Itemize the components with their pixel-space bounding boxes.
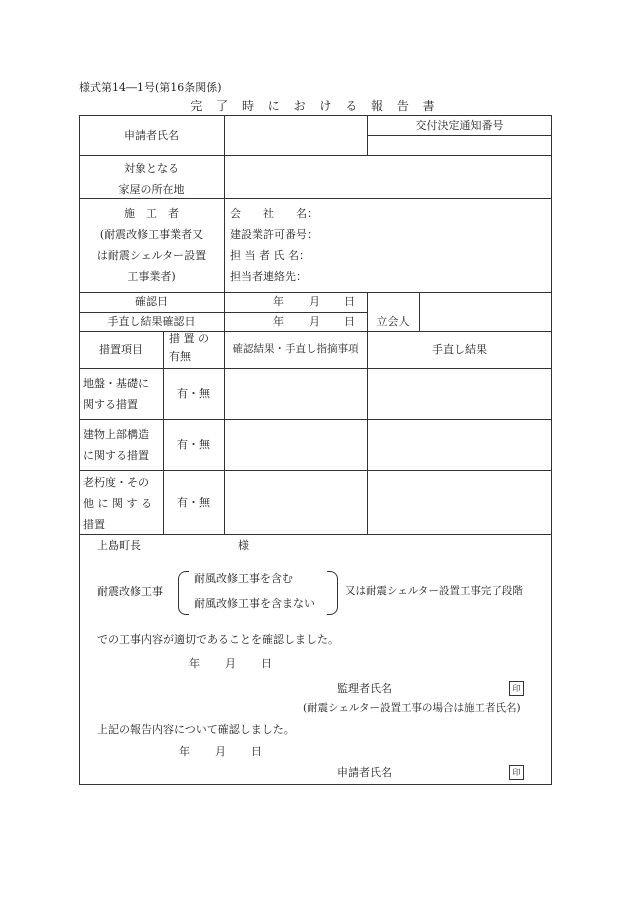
findings-header: 確認結果・手直し指摘事項	[232, 343, 359, 355]
supervisor-name-label: 監理者氏名	[337, 682, 392, 695]
correction-date-month: 月	[309, 315, 320, 328]
confirmation-date-label: 確認日	[135, 295, 168, 308]
contractor-label-line4: 工事業者)	[127, 270, 176, 283]
contractor-label	[79, 203, 224, 287]
rule-h-bottom	[79, 784, 552, 785]
measure-row-3-item-line3: 措置	[83, 518, 105, 531]
confirmation-date-day: 日	[344, 295, 355, 308]
date2-month: 月	[215, 745, 226, 758]
date2-year: 年	[179, 745, 190, 758]
presence-header-line2: 有無	[169, 350, 191, 363]
rule-v-label	[224, 115, 225, 534]
correction-date-day: 日	[344, 315, 355, 328]
shelter-note: (耐震シェルター設置工事の場合は施工者氏名)	[303, 702, 521, 714]
date2-day: 日	[251, 745, 262, 758]
date1-day: 日	[261, 657, 272, 670]
contractor-label-line2: (耐震改修工事業者又	[99, 228, 204, 241]
left-brace	[178, 571, 189, 615]
option-exclude-wind[interactable]: 耐風改修工事を含まない	[194, 597, 315, 610]
right-brace	[327, 571, 338, 615]
measure-row-1-item-line1: 地盤・基礎に	[83, 377, 149, 390]
measure-row-2-item	[83, 424, 161, 466]
shelter-alternative: 又は耐震シェルター設置工事完了段階	[345, 585, 523, 597]
rule-v-witness-value	[419, 292, 420, 331]
company-name-field[interactable]: 会 社 名：	[230, 207, 318, 220]
contractor-fields	[230, 203, 545, 287]
measure-row-2-item-line1: 建物上部構造	[83, 428, 149, 441]
result-header: 手直し結果	[432, 343, 487, 356]
applicant-seal: 印	[509, 765, 524, 780]
date1-month: 月	[225, 657, 236, 670]
measure-row-2-item-line2: に関する措置	[83, 449, 149, 462]
rule-h-row1	[79, 419, 552, 420]
addressee: 上島町長	[97, 539, 141, 552]
measure-row-2-presence[interactable]: 有・無	[177, 438, 210, 451]
report-confirm-statement: 上記の報告内容について確認しました。	[97, 723, 295, 736]
confirmation-date-year: 年	[273, 295, 284, 308]
correction-date-label: 手直し結果確認日	[107, 315, 196, 328]
confirm-statement: での工事内容が適切であることを確認しました。	[97, 633, 339, 646]
measure-item-header: 措置項目	[99, 343, 143, 356]
rule-h-row2	[79, 470, 552, 471]
license-number-field[interactable]: 建設業許可番号：	[230, 228, 318, 241]
measure-row-1-item	[83, 373, 161, 415]
measure-row-3-item	[83, 472, 161, 535]
measure-row-3-item-line1: 老朽度・その	[83, 476, 149, 489]
option-include-wind[interactable]: 耐風改修工事を含む	[194, 572, 293, 585]
grant-number-label: 交付決定通知番号	[415, 119, 504, 132]
supervisor-seal: 印	[509, 681, 524, 696]
presence-header-line1: 措 置 の	[169, 332, 209, 345]
contact-person-field[interactable]: 担 当 者 氏 名：	[230, 249, 310, 262]
rule-v-right	[551, 115, 552, 784]
applicant-name-label: 申請者氏名	[124, 129, 179, 142]
addressee-honorific: 様	[238, 539, 249, 552]
applicant-signature-label: 申請者氏名	[337, 766, 392, 779]
contractor-label-line1: 施 工 者	[124, 207, 179, 220]
contractor-label-line3: は耐震シェルター設置	[96, 249, 207, 262]
rule-h-applicant	[79, 155, 552, 156]
work-type: 耐震改修工事	[97, 585, 163, 598]
witness-label: 立会人	[376, 315, 410, 328]
date1-year: 年	[189, 657, 200, 670]
house-location-label-line2: 家屋の所在地	[118, 183, 185, 196]
contact-info-field[interactable]: 担当者連絡先：	[230, 270, 307, 283]
measure-row-1-item-line2: 関する措置	[83, 398, 138, 411]
correction-date-year: 年	[273, 315, 284, 328]
measure-row-3-item-line2: 他 に 関 す る	[83, 497, 152, 510]
rule-h-correction	[79, 331, 552, 332]
form-title: 完 了 時 に お け る 報 告 書	[190, 99, 440, 113]
measure-row-1-presence[interactable]: 有・無	[177, 387, 210, 400]
house-location-label-line1: 対象となる	[124, 162, 179, 175]
presence-header	[169, 330, 223, 366]
house-location-label	[79, 158, 224, 200]
measure-row-3-presence[interactable]: 有・無	[177, 496, 210, 509]
confirmation-date-month: 月	[309, 295, 320, 308]
rule-h-table-head	[79, 368, 552, 369]
form-number: 様式第14―1号(第16条関係)	[79, 81, 222, 94]
